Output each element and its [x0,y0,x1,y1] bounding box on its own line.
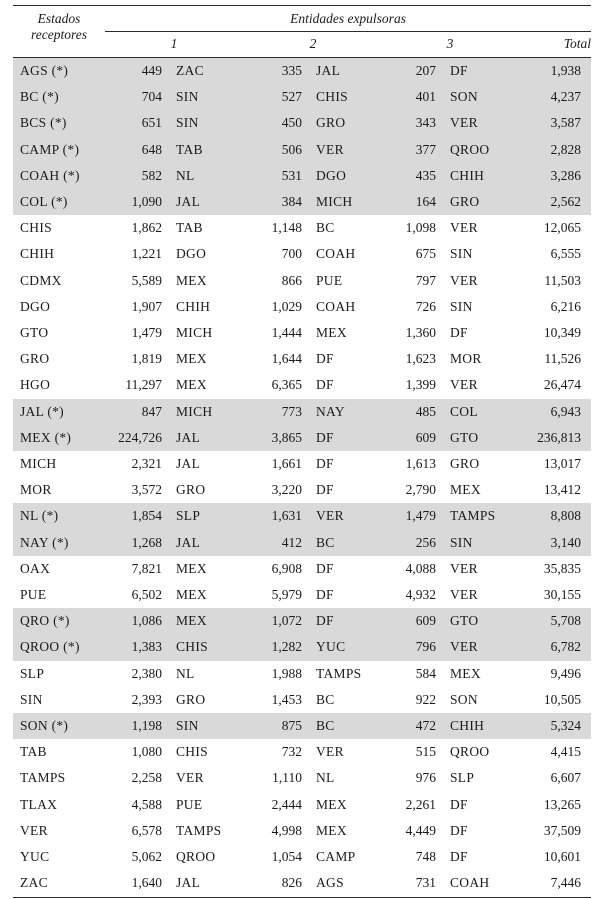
cell-origin-2: COAH [316,298,356,314]
cell-total: 9,496 [550,665,582,681]
table-row [13,294,591,320]
cell-origin-3: SIN [450,298,473,314]
cell-total: 26,474 [543,377,582,393]
table-row [13,765,591,791]
cell-origin-3: VER [441,110,517,136]
cell-value-1: 1,479 [131,325,162,341]
cell-origin-1: NL [167,163,243,189]
cell-value-3: 4,932 [405,587,436,603]
cell-receiving-state: SON (*) [13,713,105,739]
cell-value-3: 256 [383,530,441,556]
cell-origin-2: DF [307,608,383,634]
cell-receiving-state: TAB [20,744,47,760]
cell-origin-3: DF [441,58,517,85]
cell-origin-2: YUC [307,634,383,660]
cell-receiving-state: MICH [20,456,57,472]
table-row [13,58,591,85]
cell-origin-2: VER [307,137,383,163]
cell-origin-1: MEX [167,608,243,634]
cell-origin-3: CHIH [441,163,517,189]
table-row [13,477,591,503]
cell-origin-3: SIN [441,530,517,556]
cell-value-1: 1,819 [131,351,162,367]
cell-value-3: 922 [415,691,436,707]
cell-origin-1: QROO [176,849,216,865]
cell-value-1: 3,572 [131,482,162,498]
cell-value-1: 648 [105,137,167,163]
cell-origin-1: SIN [167,713,243,739]
cell-receiving-state: COL (*) [13,189,105,215]
cell-total: 3,140 [517,530,591,556]
table-row [13,399,591,425]
cell-receiving-state: TAMPS [20,770,66,786]
cell-origin-3: DF [450,849,468,865]
cell-origin-2: MEX [316,796,347,812]
table-row [13,503,591,529]
cell-origin-2: COAH [316,246,356,262]
cell-value-2: 1,072 [243,608,307,634]
cell-total: 11,526 [544,351,582,367]
cell-receiving-state: MEX (*) [13,425,105,451]
cell-origin-3: GTO [441,608,517,634]
cell-value-3: 1,479 [383,503,441,529]
cell-value-3: 1,623 [405,351,436,367]
cell-origin-3: VER [450,560,478,576]
cell-total: 2,562 [517,189,591,215]
cell-value-2: 3,865 [243,425,307,451]
cell-origin-1: SLP [167,503,243,529]
cell-origin-3: TAMPS [441,503,517,529]
cell-value-1: 1,080 [131,744,162,760]
cell-origin-2: DF [316,560,334,576]
cell-receiving-state: COAH (*) [13,163,105,189]
cell-value-1: 1,221 [131,246,162,262]
table-row [13,634,591,660]
cell-value-1: 4,588 [131,796,162,812]
cell-value-3: 2,790 [405,482,436,498]
cell-value-3: 4,449 [405,822,436,838]
cell-origin-2: AGS [316,875,344,891]
header-rank-1: 1 [105,32,243,58]
cell-value-2: 866 [281,272,302,288]
cell-value-3: 2,261 [405,796,436,812]
cell-total: 6,216 [550,298,582,314]
cell-value-3: 4,088 [405,560,436,576]
cell-origin-2: BC [316,220,335,236]
cell-origin-2: CHIS [307,84,383,110]
cell-value-3: 748 [415,849,436,865]
cell-value-3: 1,613 [405,456,436,472]
cell-origin-2: DF [316,587,334,603]
cell-origin-3: VER [450,377,478,393]
cell-total: 10,601 [543,849,582,865]
cell-total: 6,782 [517,634,591,660]
cell-origin-2: MEX [316,822,347,838]
cell-origin-3: QROO [441,137,517,163]
cell-origin-2: VER [316,744,344,760]
header-entidades-expulsoras: Entidades expulsoras [105,6,591,32]
cell-value-1: 1,086 [105,608,167,634]
cell-receiving-state: BCS (*) [13,110,105,136]
cell-value-1: 1,268 [105,530,167,556]
cell-value-2: 412 [243,530,307,556]
cell-receiving-state: PUE [20,587,47,603]
cell-origin-2: MICH [307,189,383,215]
cell-value-1: 7,821 [131,560,162,576]
cell-origin-1: MICH [176,325,213,341]
table-row [13,163,591,189]
cell-origin-1: GRO [176,691,206,707]
cell-receiving-state: JAL (*) [13,399,105,425]
cell-total: 4,415 [550,744,582,760]
cell-value-2: 1,661 [271,456,302,472]
cell-value-1: 449 [105,58,167,85]
cell-value-1: 1,198 [105,713,167,739]
header-rank-3: 3 [383,32,517,58]
cell-origin-1: JAL [167,189,243,215]
cell-total: 30,155 [543,587,582,603]
table-row [13,687,591,713]
cell-origin-3: CHIH [441,713,517,739]
cell-value-3: 401 [383,84,441,110]
cell-value-1: 704 [105,84,167,110]
cell-value-2: 450 [243,110,307,136]
cell-receiving-state: NAY (*) [13,530,105,556]
cell-value-1: 6,578 [131,822,162,838]
cell-origin-1: CHIS [167,634,243,660]
cell-value-3: 976 [415,770,436,786]
cell-receiving-state: AGS (*) [13,58,105,85]
cell-origin-1: PUE [176,796,203,812]
cell-value-3: 164 [383,189,441,215]
table-row [13,372,591,398]
cell-origin-1: MICH [167,399,243,425]
cell-value-3: 675 [415,246,436,262]
cell-origin-1: NL [176,665,195,681]
cell-value-1: 1,907 [131,298,162,314]
table-row [13,189,591,215]
table-row [13,556,591,582]
cell-origin-2: PUE [316,272,343,288]
table-row [13,137,591,163]
cell-value-2: 1,644 [271,351,302,367]
cell-value-3: 796 [383,634,441,660]
cell-origin-1: TAMPS [176,822,222,838]
cell-origin-2: BC [307,713,383,739]
cell-origin-2: DF [316,456,334,472]
table-row [13,268,591,294]
cell-receiving-state: CDMX [20,272,62,288]
cell-value-1: 847 [105,399,167,425]
cell-receiving-state: CHIS [20,220,52,236]
cell-value-2: 1,631 [243,503,307,529]
cell-value-3: 797 [415,272,436,288]
cell-origin-3: MEX [450,665,481,681]
header-row-top [13,6,591,32]
cell-total: 5,324 [517,713,591,739]
cell-origin-2: GRO [307,110,383,136]
table-row [13,844,591,870]
header-rank-2: 2 [243,32,383,58]
cell-value-1: 651 [105,110,167,136]
cell-total: 3,587 [517,110,591,136]
cell-total: 6,943 [517,399,591,425]
migration-table [13,5,591,898]
cell-value-1: 1,862 [131,220,162,236]
cell-origin-1: MEX [176,560,207,576]
cell-total: 13,412 [543,482,582,498]
cell-value-3: 377 [383,137,441,163]
cell-origin-1: JAL [167,425,243,451]
cell-origin-2: DGO [307,163,383,189]
cell-origin-3: VER [450,220,478,236]
cell-value-2: 5,979 [271,587,302,603]
cell-receiving-state: NL (*) [13,503,105,529]
cell-value-1: 582 [105,163,167,189]
cell-origin-1: JAL [176,456,201,472]
cell-origin-3: GRO [450,456,480,472]
cell-value-2: 732 [281,744,302,760]
cell-origin-1: ZAC [167,58,243,85]
cell-origin-3: SON [450,691,478,707]
cell-origin-3: DF [450,325,468,341]
cell-origin-2: NL [316,770,335,786]
cell-receiving-state: BC (*) [13,84,105,110]
table-row [13,346,591,372]
cell-receiving-state: OAX [20,560,51,576]
cell-receiving-state: QRO (*) [13,608,105,634]
cell-value-2: 700 [281,246,302,262]
cell-origin-3: GRO [441,189,517,215]
cell-total: 7,446 [550,875,582,891]
table-header [13,6,591,58]
cell-origin-2: DF [316,351,334,367]
cell-origin-3: MOR [450,351,482,367]
cell-value-2: 826 [281,875,302,891]
cell-total: 1,938 [517,58,591,85]
cell-total: 10,505 [543,691,582,707]
cell-value-1: 1,090 [105,189,167,215]
cell-origin-1: MEX [176,377,207,393]
cell-origin-3: VER [441,634,517,660]
table-row [13,451,591,477]
cell-origin-1: SIN [167,84,243,110]
cell-origin-3: DF [450,822,468,838]
table-row [13,582,591,608]
cell-total: 13,265 [543,796,582,812]
cell-origin-1: MEX [176,587,207,603]
cell-value-3: 207 [383,58,441,85]
cell-value-3: 609 [383,608,441,634]
cell-value-2: 6,908 [271,560,302,576]
cell-value-1: 2,393 [131,691,162,707]
cell-origin-2: DF [316,482,334,498]
table-body [13,58,591,898]
cell-value-2: 384 [243,189,307,215]
cell-receiving-state: VER [20,822,48,838]
cell-total: 11,503 [544,272,582,288]
cell-value-2: 1,988 [271,665,302,681]
cell-origin-1: GRO [176,482,206,498]
cell-receiving-state: MOR [20,482,52,498]
cell-value-3: 731 [415,875,436,891]
cell-origin-3: COAH [450,875,490,891]
cell-total: 12,065 [543,220,582,236]
cell-receiving-state: QROO (*) [13,634,105,660]
cell-total: 6,607 [550,770,582,786]
cell-receiving-state: GTO [20,325,49,341]
cell-value-1: 224,726 [105,425,167,451]
cell-value-2: 1,029 [271,298,302,314]
cell-value-3: 435 [383,163,441,189]
cell-total: 3,286 [517,163,591,189]
cell-origin-3: SLP [450,770,475,786]
cell-origin-2: BC [316,691,335,707]
cell-value-1: 1,640 [131,875,162,891]
cell-value-1: 2,258 [131,770,162,786]
cell-value-2: 3,220 [271,482,302,498]
cell-value-1: 6,502 [131,587,162,603]
cell-receiving-state: GRO [20,351,50,367]
cell-value-2: 335 [243,58,307,85]
cell-receiving-state: TLAX [20,796,58,812]
cell-total: 13,017 [543,456,582,472]
cell-value-2: 1,444 [271,325,302,341]
cell-total: 4,237 [517,84,591,110]
cell-value-3: 1,098 [405,220,436,236]
cell-origin-2: CAMP [316,849,356,865]
cell-value-2: 875 [243,713,307,739]
cell-origin-3: MEX [450,482,481,498]
cell-origin-1: CHIH [176,298,211,314]
cell-origin-2: DF [307,425,383,451]
cell-origin-1: MEX [176,351,207,367]
cell-value-1: 2,380 [131,665,162,681]
table-row [13,84,591,110]
table-row [13,608,591,634]
table-row [13,661,591,687]
cell-total: 10,349 [543,325,582,341]
cell-origin-2: NAY [307,399,383,425]
cell-total: 35,835 [543,560,582,576]
cell-total: 6,555 [550,246,582,262]
cell-value-2: 506 [243,137,307,163]
cell-origin-3: COL [441,399,517,425]
table-row [13,530,591,556]
cell-origin-2: BC [307,530,383,556]
cell-total: 8,808 [517,503,591,529]
cell-value-3: 472 [383,713,441,739]
cell-origin-1: TAB [167,137,243,163]
cell-receiving-state: CAMP (*) [13,137,105,163]
cell-origin-1: VER [176,770,204,786]
cell-receiving-state: SIN [20,691,43,707]
cell-origin-3: GTO [441,425,517,451]
cell-origin-1: DGO [176,246,207,262]
cell-total: 236,813 [517,425,591,451]
cell-origin-2: TAMPS [316,665,362,681]
cell-value-1: 1,383 [105,634,167,660]
cell-origin-2: MEX [316,325,347,341]
table-row [13,792,591,818]
cell-value-1: 5,589 [131,272,162,288]
header-estados-receptores: Estados receptores [13,6,105,58]
cell-origin-2: VER [307,503,383,529]
cell-origin-3: SIN [450,246,473,262]
cell-origin-2: JAL [307,58,383,85]
cell-origin-1: SIN [167,110,243,136]
cell-value-2: 1,453 [271,691,302,707]
cell-receiving-state: SLP [20,665,45,681]
cell-origin-3: DF [450,796,468,812]
table-row [13,818,591,844]
cell-origin-1: JAL [176,875,201,891]
cell-value-3: 343 [383,110,441,136]
cell-value-2: 1,282 [243,634,307,660]
cell-value-2: 773 [243,399,307,425]
cell-origin-3: QROO [450,744,490,760]
cell-value-1: 5,062 [131,849,162,865]
cell-value-3: 1,399 [405,377,436,393]
cell-receiving-state: HGO [20,377,51,393]
cell-origin-2: DF [316,377,334,393]
cell-origin-1: JAL [167,530,243,556]
cell-origin-1: MEX [176,272,207,288]
cell-value-3: 726 [415,298,436,314]
cell-value-3: 584 [415,665,436,681]
cell-value-2: 1,110 [272,770,302,786]
cell-value-3: 485 [383,399,441,425]
cell-value-2: 4,998 [271,822,302,838]
cell-value-2: 6,365 [271,377,302,393]
cell-origin-1: CHIS [176,744,208,760]
cell-value-3: 1,360 [405,325,436,341]
cell-value-2: 1,054 [271,849,302,865]
cell-value-1: 2,321 [131,456,162,472]
cell-origin-1: TAB [176,220,203,236]
cell-total: 5,708 [517,608,591,634]
cell-origin-3: VER [450,587,478,603]
cell-total: 2,828 [517,137,591,163]
table-row [13,739,591,765]
cell-value-3: 609 [383,425,441,451]
table-row [13,425,591,451]
cell-value-1: 11,297 [125,377,162,393]
cell-value-3: 515 [415,744,436,760]
header-total: Total [517,32,591,58]
cell-value-2: 1,148 [271,220,302,236]
table-row [13,320,591,346]
table-row [13,110,591,136]
cell-receiving-state: DGO [20,298,51,314]
cell-receiving-state: ZAC [20,875,48,891]
cell-value-2: 531 [243,163,307,189]
cell-origin-3: VER [450,272,478,288]
cell-receiving-state: YUC [20,849,50,865]
cell-receiving-state: CHIH [20,246,55,262]
table-row [13,870,591,897]
table-row [13,241,591,267]
cell-origin-3: SON [441,84,517,110]
cell-value-2: 527 [243,84,307,110]
cell-total: 37,509 [543,822,582,838]
cell-value-1: 1,854 [105,503,167,529]
cell-value-2: 2,444 [271,796,302,812]
table-row [13,713,591,739]
table-row [13,215,591,241]
